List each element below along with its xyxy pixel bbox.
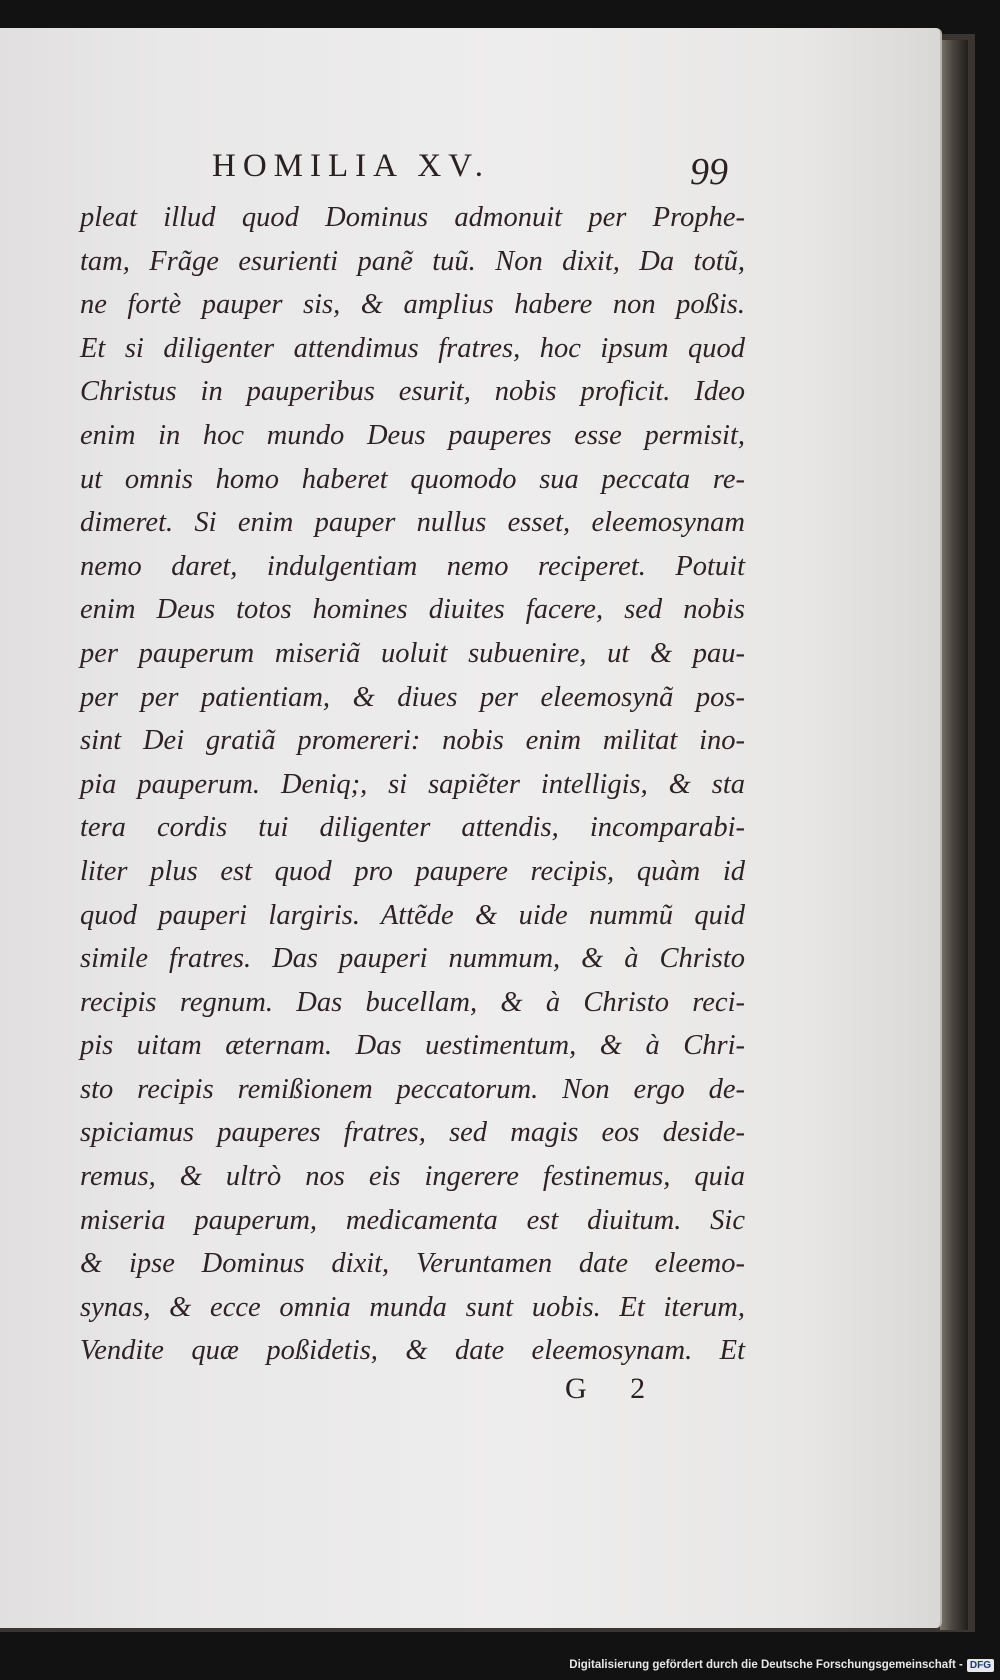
text-line: pis uitam æternam. Das uestimentum, & à Chri-: [80, 1030, 745, 1062]
text-line: sto recipis remißionem peccatorum. Non ergo de-: [80, 1073, 745, 1105]
text-line: per per patientiam, & diues per eleemosynã pos-: [80, 681, 745, 713]
text-line: dimeret. Si enim pauper nullus esset, eleemosynam: [80, 507, 745, 539]
text-line: simile fratres. Das pauperi nummum, & à Christo: [80, 943, 745, 975]
text-line: ne fortè pauper sis, & amplius habere non poßis.: [80, 289, 745, 321]
page-number: 99: [690, 151, 728, 193]
text-line: Christus in pauperibus esurit, nobis proficit. Ideo: [80, 376, 745, 408]
text-line: sint Dei gratiã promereri: nobis enim militat ino-: [80, 725, 745, 757]
text-line: Et si diligenter attendimus fratres, hoc ipsum quod: [80, 332, 745, 364]
text-line: enim in hoc mundo Deus pauperes esse permisit,: [80, 419, 745, 451]
footer-credit: Digitalisierung gefördert durch die Deutsche Forschungsgemeinschaft -: [569, 1659, 963, 1671]
text-line: spiciamus pauperes fratres, sed magis eos deside-: [80, 1117, 745, 1149]
text-line: ut omnis homo haberet quomodo sua peccata re-: [80, 463, 745, 495]
body-text: [80, 196, 745, 1373]
text-line: pia pauperum. Deniq;, si sapiẽter intelligis, & sta: [80, 768, 745, 800]
text-line: Vendite quæ poßidetis, & date eleemosynam. Et: [80, 1335, 745, 1367]
text-line: nemo daret, indulgentiam nemo reciperet. Potuit: [80, 550, 745, 582]
text-line: quod pauperi largiris. Attẽde & uide nummũ quid: [80, 899, 745, 931]
text-line: per pauperum miseriã uoluit subuenire, ut & pau-: [80, 637, 745, 669]
text-line: tam, Frãge esurienti panẽ tuũ. Non dixit, Da totũ,: [80, 245, 745, 277]
text-line: pleat illud quod Dominus admonuit per Prophe-: [80, 202, 745, 233]
text-line: & ipse Dominus dixit, Veruntamen date eleemo-: [80, 1248, 745, 1280]
page-edge: [940, 40, 968, 1630]
footer: [569, 1654, 994, 1676]
text-line: synas, & ecce omnia munda sunt uobis. Et iterum,: [80, 1291, 745, 1323]
text-line: miseria pauperum, medicamenta est diuitum. Sic: [80, 1204, 745, 1236]
dfg-logo-icon: DFG: [967, 1659, 994, 1672]
text-line: tera cordis tui diligenter attendis, incomparabi-: [80, 812, 745, 844]
text-line: remus, & ultrò nos eis ingerere festinemus, quia: [80, 1161, 745, 1193]
text-line: liter plus est quod pro paupere recipis, quàm id: [80, 855, 745, 887]
signature-mark: G 2: [565, 1372, 664, 1405]
running-header: HOMILIA XV.: [212, 148, 491, 184]
text-line: enim Deus totos homines diuites facere, sed nobis: [80, 594, 745, 626]
text-line: recipis regnum. Das bucellam, & à Christo reci-: [80, 986, 745, 1018]
